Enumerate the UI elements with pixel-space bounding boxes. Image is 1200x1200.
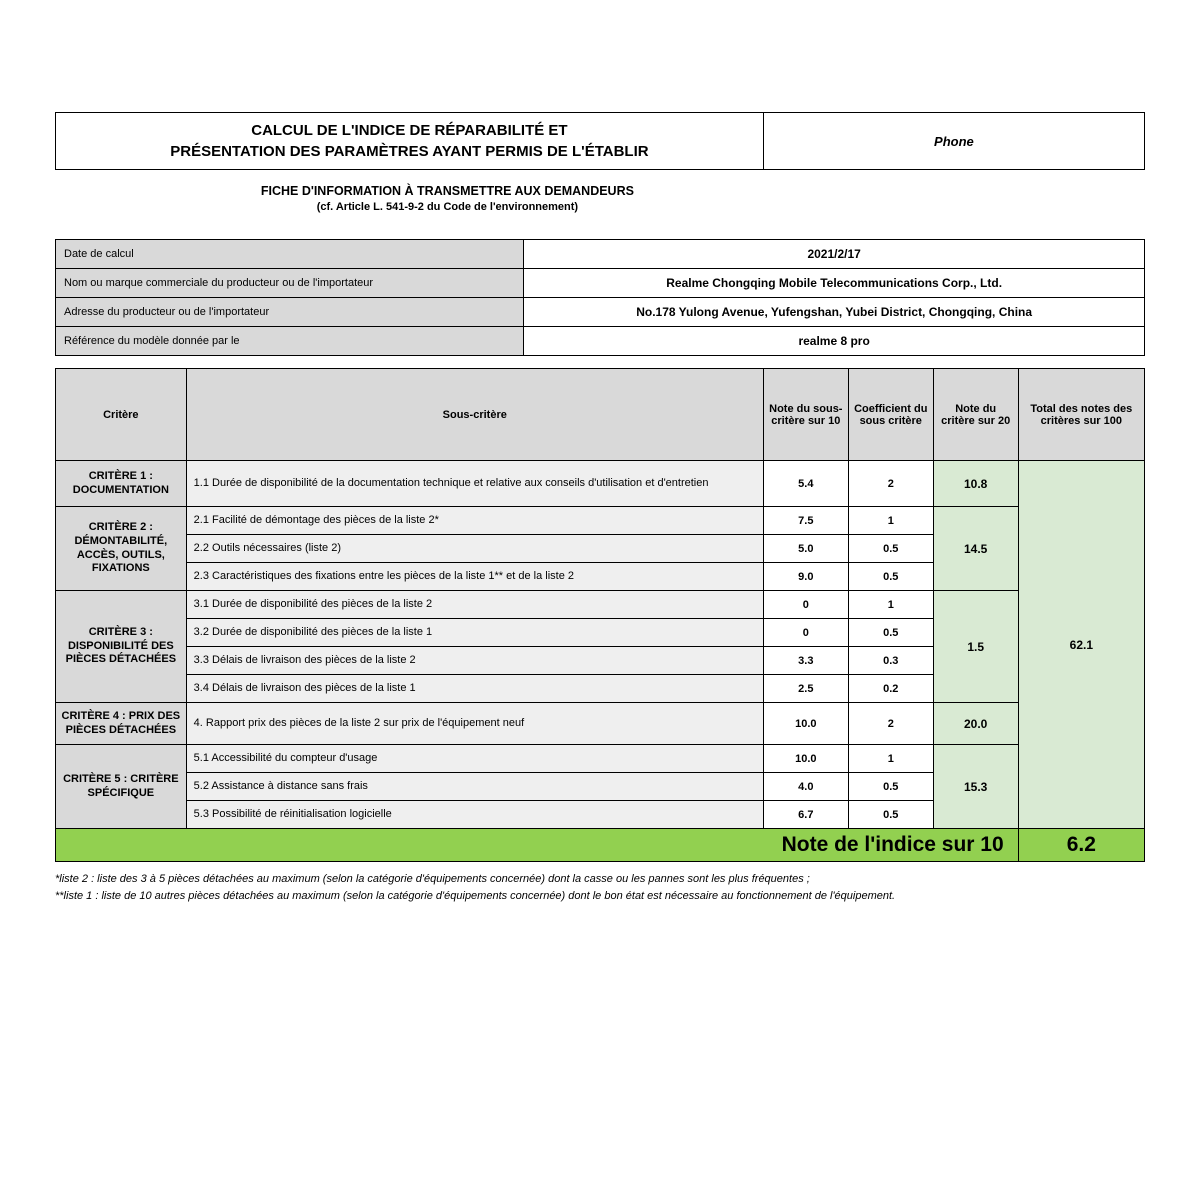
- criteria-header-row: [56, 369, 1145, 461]
- criterion-4-score: 20.0: [933, 703, 1018, 745]
- info-label-model: Référence du modèle donnée par le: [56, 327, 524, 356]
- criterion-2-name: CRITÈRE 2 : DÉMONTABILITÉ, ACCÈS, OUTILS, FIXATIONS: [56, 507, 187, 591]
- info-label-date: Date de calcul: [56, 240, 524, 269]
- note-2-3: 9.0: [763, 563, 848, 591]
- subtitle-line2: (cf. Article L. 541-9-2 du Code de l'environnement): [316, 201, 579, 213]
- note-3-3: 3.3: [763, 647, 848, 675]
- table-row: [56, 461, 1145, 507]
- table-row: [56, 591, 1145, 619]
- coef-5-1: 1: [848, 745, 933, 773]
- table-row: [56, 507, 1145, 535]
- criterion-5-name: CRITÈRE 5 : CRITÈRE SPÉCIFIQUE: [56, 745, 187, 829]
- note-3-4: 2.5: [763, 675, 848, 703]
- page-title-line2: PRÉSENTATION DES PARAMÈTRES AYANT PERMIS DE L'ÉTABLIR: [170, 143, 649, 160]
- criterion-3-name: CRITÈRE 3 : DISPONIBILITÉ DES PIÈCES DÉTACHÉES: [56, 591, 187, 703]
- header-coefficient: Coefficient du sous critère: [848, 369, 933, 461]
- subcriterion-2-3: 2.3 Caractéristiques des fixations entre les pièces de la liste 1** et de la liste 2: [186, 563, 763, 591]
- subcriterion-4: 4. Rapport prix des pièces de la liste 2 sur prix de l'équipement neuf: [186, 703, 763, 745]
- header-critere: Critère: [56, 369, 187, 461]
- product-category: Phone: [763, 113, 1144, 170]
- info-value-address: No.178 Yulong Avenue, Yufengshan, Yubei District, Chongqing, China: [524, 298, 1145, 327]
- info-value-model: realme 8 pro: [524, 327, 1145, 356]
- coef-2-3: 0.5: [848, 563, 933, 591]
- info-value-producer: Realme Chongqing Mobile Telecommunications Corp., Ltd.: [524, 269, 1145, 298]
- producer-info-table: [55, 239, 1145, 356]
- subcriterion-3-4: 3.4 Délais de livraison des pièces de la liste 1: [186, 675, 763, 703]
- info-row-date: [56, 240, 1145, 269]
- info-value-date: 2021/2/17: [524, 240, 1145, 269]
- final-index-value: 6.2: [1018, 829, 1144, 862]
- criterion-5-score: 15.3: [933, 745, 1018, 829]
- subcriterion-5-2: 5.2 Assistance à distance sans frais: [186, 773, 763, 801]
- coef-3-1: 1: [848, 591, 933, 619]
- page-title-line1: CALCUL DE L'INDICE DE RÉPARABILITÉ ET: [251, 122, 568, 139]
- final-index-label: Note de l'indice sur 10: [56, 829, 1019, 862]
- note-3-2: 0: [763, 619, 848, 647]
- note-3-1: 0: [763, 591, 848, 619]
- subtitle-line1: FICHE D'INFORMATION À TRANSMETTRE AUX DEMANDEURS: [260, 184, 634, 198]
- final-index-row: [56, 829, 1145, 862]
- subcriterion-3-1: 3.1 Durée de disponibilité des pièces de la liste 2: [186, 591, 763, 619]
- note-2-2: 5.0: [763, 535, 848, 563]
- coef-3-4: 0.2: [848, 675, 933, 703]
- subcriterion-5-1: 5.1 Accessibilité du compteur d'usage: [186, 745, 763, 773]
- criteria-table: [55, 368, 1145, 862]
- header-note-sous-critere: Note du sous-critère sur 10: [763, 369, 848, 461]
- criterion-2-score: 14.5: [933, 507, 1018, 591]
- footnote-liste1: **liste 1 : liste de 10 autres pièces détachées au maximum (selon la catégorie d'équipements concernée) dont le bon état est nécessaire au fonctionnement de l'équipement.: [55, 890, 896, 903]
- note-5-1: 10.0: [763, 745, 848, 773]
- info-row-model: [56, 327, 1145, 356]
- footnotes: [55, 871, 1145, 905]
- coef-4: 2: [848, 703, 933, 745]
- info-label-address: Adresse du producteur ou de l'importateur: [56, 298, 524, 327]
- subcriterion-1-1: 1.1 Durée de disponibilité de la documentation technique et relative aux conseils d'utilisation et d'entretien: [186, 461, 763, 507]
- subcriterion-3-3: 3.3 Délais de livraison des pièces de la liste 2: [186, 647, 763, 675]
- info-row-producer: [56, 269, 1145, 298]
- criterion-1-score: 10.8: [933, 461, 1018, 507]
- footnote-liste2: *liste 2 : liste des 3 à 5 pièces détachées au maximum (selon la catégorie d'équipements concernée) dont la casse ou les pannes sont les plus fréquentes ;: [55, 873, 810, 885]
- coef-3-3: 0.3: [848, 647, 933, 675]
- criterion-3-score: 1.5: [933, 591, 1018, 703]
- note-2-1: 7.5: [763, 507, 848, 535]
- subcriterion-2-1: 2.1 Facilité de démontage des pièces de la liste 2*: [186, 507, 763, 535]
- info-label-producer: Nom ou marque commerciale du producteur ou de l'importateur: [56, 269, 524, 298]
- header-sous-critere: Sous-critère: [186, 369, 763, 461]
- note-1-1: 5.4: [763, 461, 848, 507]
- table-row: [56, 745, 1145, 773]
- title-banner: [55, 112, 1145, 170]
- subtitle: [55, 184, 840, 213]
- subcriterion-2-2: 2.2 Outils nécessaires (liste 2): [186, 535, 763, 563]
- subcriterion-3-2: 3.2 Durée de disponibilité des pièces de la liste 1: [186, 619, 763, 647]
- coef-5-3: 0.5: [848, 801, 933, 829]
- coef-3-2: 0.5: [848, 619, 933, 647]
- table-row: [56, 703, 1145, 745]
- note-5-2: 4.0: [763, 773, 848, 801]
- coef-5-2: 0.5: [848, 773, 933, 801]
- criterion-1-name: CRITÈRE 1 : DOCUMENTATION: [56, 461, 187, 507]
- note-5-3: 6.7: [763, 801, 848, 829]
- criterion-4-name: CRITÈRE 4 : PRIX DES PIÈCES DÉTACHÉES: [56, 703, 187, 745]
- total-score: 62.1: [1018, 461, 1144, 829]
- note-4: 10.0: [763, 703, 848, 745]
- coef-2-2: 0.5: [848, 535, 933, 563]
- info-row-address: [56, 298, 1145, 327]
- coef-1-1: 2: [848, 461, 933, 507]
- header-total: Total des notes des critères sur 100: [1018, 369, 1144, 461]
- subcriterion-5-3: 5.3 Possibilité de réinitialisation logicielle: [186, 801, 763, 829]
- header-note-critere: Note du critère sur 20: [933, 369, 1018, 461]
- page-title: [56, 113, 764, 170]
- coef-2-1: 1: [848, 507, 933, 535]
